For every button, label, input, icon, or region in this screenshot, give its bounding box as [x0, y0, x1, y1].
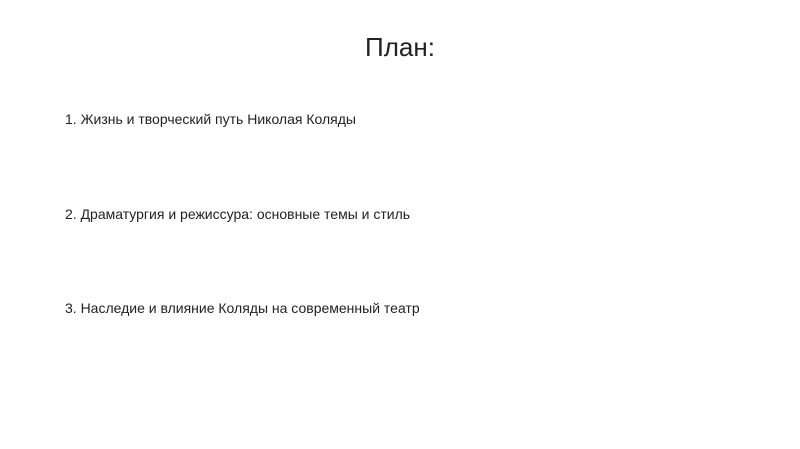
slide-title: План:	[365, 32, 435, 62]
plan-item-2: 2. Драматургия и режиссура: основные темы и стиль	[65, 206, 411, 222]
plan-item-1: 1. Жизнь и творческий путь Николая Коляды	[65, 111, 356, 127]
plan-item-3: 3. Наследие и влияние Коляды на современный театр	[65, 300, 420, 316]
